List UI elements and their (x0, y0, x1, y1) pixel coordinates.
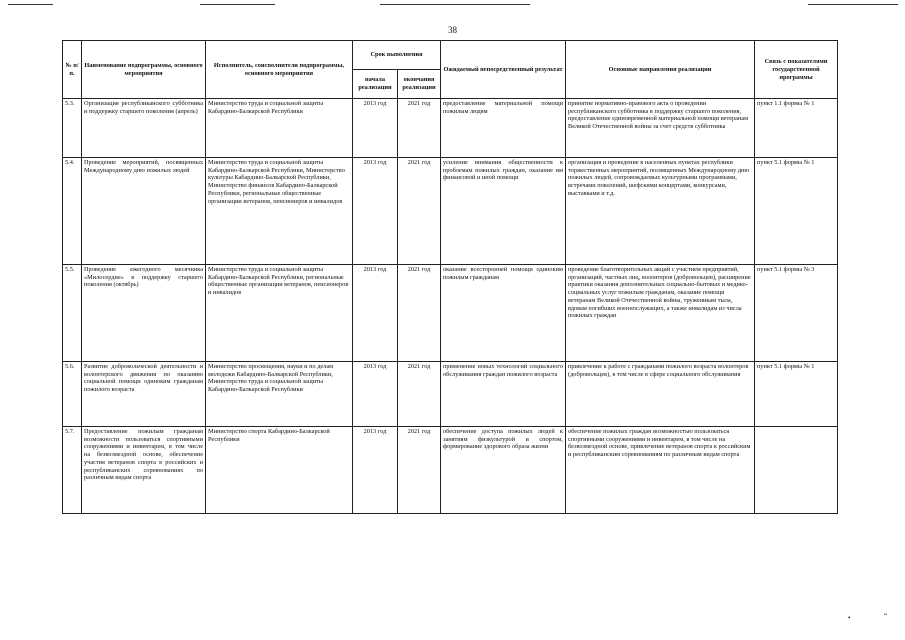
table-row (63, 158, 838, 265)
row-start: 2013 год (353, 265, 398, 362)
table-row (63, 427, 838, 514)
table-row (63, 99, 838, 158)
row-directions: проведение благотворительных акций с участием предприятий, организаций, частных лиц, волонтеров (добровольцев), расширение практики оказания дополнительных социально-бытовых и медико-социальных услуг пожилым гражданам, оказание помощи ветеранам Великой Отечественной войны, труженикам тыла, вдовам погибших военнослужащих, а также инвалидам из числа пожилых граждан (566, 265, 755, 362)
row-result: оказание всесторонней помощи одиноким пожилым гражданам (441, 265, 566, 362)
row-num: 5.5. (63, 265, 82, 362)
header-link: Связь с показателями государственной программы (755, 41, 838, 99)
row-directions: привлечение к работе с гражданами пожилого возраста волонтеров (добровольцев), в том числе в сфере социального обслуживания (566, 362, 755, 427)
row-start: 2013 год (353, 427, 398, 514)
row-result: предоставление материальной помощи пожилым людям (441, 99, 566, 158)
row-end: 2021 год (398, 265, 441, 362)
row-link: пункт 5.1 формы № 1 (755, 158, 838, 265)
row-executor: Министерство труда и социальной защиты Кабардино-Балкарской Республики, Министерство культуры Кабардино-Балкарской Республики, Министерство финансов Кабардино-Балкарской Республики, региональные общественные организации ветеранов, пенсионеров и инвалидов (206, 158, 353, 265)
row-executor: Министерство спорта Кабардино-Балкарской Республики (206, 427, 353, 514)
table-row (63, 265, 838, 362)
row-end: 2021 год (398, 99, 441, 158)
row-end: 2021 год (398, 362, 441, 427)
row-name: Проведение мероприятий, посвященных Международному дню пожилых людей (82, 158, 206, 265)
table-row (63, 362, 838, 427)
row-executor: Министерство труда и социальной защиты Кабардино-Балкарской Республики, региональные общественные организации ветеранов, пенсионеров и инвалидов (206, 265, 353, 362)
header-executor: Исполнитель, соисполнители подпрограммы, основного мероприятия (206, 41, 353, 99)
row-num: 5.4. (63, 158, 82, 265)
table-header-row (63, 41, 838, 70)
scan-line (200, 4, 275, 5)
header-name: Наименование подпрограммы, основного мероприятия (82, 41, 206, 99)
header-term: Срок выполнения (353, 41, 441, 70)
header-directions: Основные направления реализации (566, 41, 755, 99)
row-start: 2013 год (353, 158, 398, 265)
row-name: Организация республиканского субботника и поддержку старшего поколения (апрель) (82, 99, 206, 158)
scan-mark: • (848, 614, 851, 622)
row-directions: принятие нормативно-правового акта о проведении республиканского субботника в поддержку старшего поколения, предоставление единовременной материальной помощи ветеранам Великой Отечественной войны за счет средств субботника (566, 99, 755, 158)
row-executor: Министерство труда и социальной защиты Кабардино-Балкарской Республики (206, 99, 353, 158)
scan-mark: “ (884, 612, 888, 620)
row-num: 5.3. (63, 99, 82, 158)
measures-table (62, 40, 838, 514)
row-directions: организация и проведение в населенных пунктах республики торжественных мероприятий, посвященных Международному дню пожилых людей, сопровождаемых культурными программами, встречами поколений, шефскими концертами, конкурсами, выставками и т.д. (566, 158, 755, 265)
header-start: начала реализации (353, 70, 398, 99)
row-num: 5.7. (63, 427, 82, 514)
page-number: 38 (448, 25, 457, 35)
header-num: № п/п. (63, 41, 82, 99)
row-link: пункт 1.1 формы № 1 (755, 99, 838, 158)
row-result: обеспечение доступа пожилых людей к занятиям физкультурой и спортом, формирование здорового образа жизни (441, 427, 566, 514)
header-end: окончания реализации (398, 70, 441, 99)
row-executor: Министерство просвещения, науки и по делам молодежи Кабардино-Балкарской Республики, Министерство труда и социальной защиты Кабардино-Балкарской Республики (206, 362, 353, 427)
row-name: Развитие добровольческой деятельности и волонтерского движения по оказанию социальной помощи одиноким гражданам пожилого возраста (82, 362, 206, 427)
row-num: 5.6. (63, 362, 82, 427)
row-link: пункт 5.1 формы № 3 (755, 265, 838, 362)
row-result: усиление внимания общественности к проблемам пожилых граждан, оказание им финансовой и иной помощи (441, 158, 566, 265)
header-result: Ожидаемый непосредственный результат (441, 41, 566, 99)
row-result: применение новых технологий социального обслуживания граждан пожилого возраста (441, 362, 566, 427)
row-directions: обеспечение пожилых граждан возможностью пользоваться спортивными сооружениями и инвентарем, в том числе на безвозмездной основе, привлечение ветеранов спорта к российским и республиканским соревнованиям по различным видам спорта (566, 427, 755, 514)
scan-line (808, 4, 898, 5)
row-name: Проведение ежегодного месячника «Милосердие» в поддержку старшего поколения (октябрь) (82, 265, 206, 362)
row-end: 2021 год (398, 427, 441, 514)
row-link (755, 427, 838, 514)
row-end: 2021 год (398, 158, 441, 265)
row-start: 2013 год (353, 362, 398, 427)
row-name: Предоставление пожилым гражданам возможности пользоваться спортивными сооружениями и инвентарем, в том числе на безвозмездной основе, обеспечение участия ветеранов спорта в российских и республиканских соревнованиях по различным видам спорта (82, 427, 206, 514)
row-link: пункт 5.1 формы № 1 (755, 362, 838, 427)
row-start: 2013 год (353, 99, 398, 158)
scan-line (8, 4, 53, 5)
scan-line (380, 4, 530, 5)
